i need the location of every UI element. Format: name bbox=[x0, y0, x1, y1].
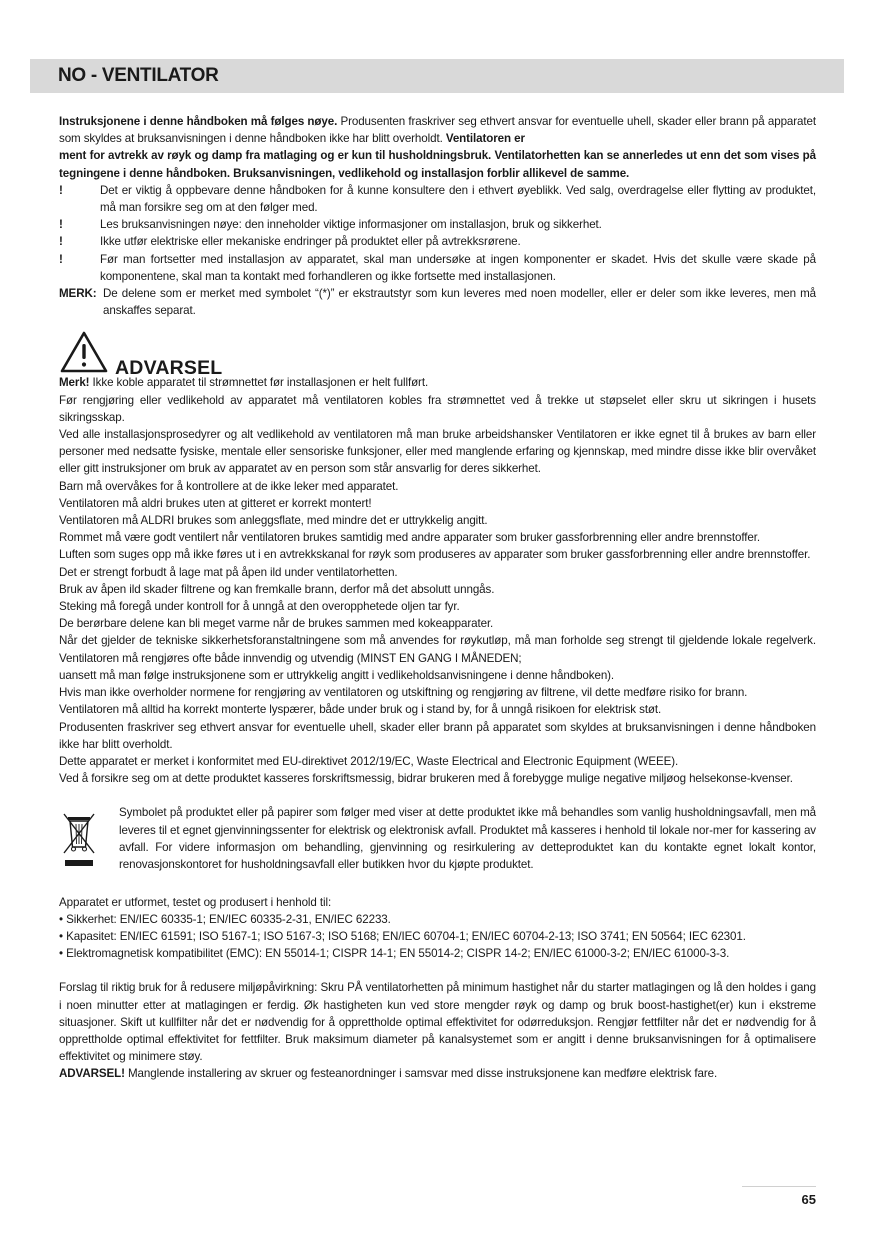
warning-line: Ventilatoren må aldri brukes uten at gitteret er korrekt montert! bbox=[59, 496, 372, 510]
note-text: Ikke utfør elektriske eller mekaniske endringer på produktet eller på avtrekksrørene. bbox=[100, 235, 521, 249]
note-text: Det er viktig å oppbevare denne håndboken for å kunne konsultere den i ethvert øyeblikk. Ved salg, overdragelse eller flytting av produktet, må man forsikre seg om at den følger med. bbox=[100, 183, 816, 215]
note-text: Før man fortsetter med installasjon av apparatet, skal man undersøke at ingen komponenter er skadet. Hvis det skulle være skade på komponentene, skal man ta kontakt med forhandleren og ikke fortsette med installasjonen. bbox=[100, 252, 816, 283]
compliance-item: • Elektromagnetisk kompatibilitet (EMC): EN 55014-1; CISPR 14-1; EN 55014-2; CISPR 14-2; EN/IEC 61000-3-2; EN/IEC 61000-3-3. bbox=[59, 947, 730, 961]
warning-line: Ved alle installasjonsprosedyrer og alt vedlikehold av ventilatoren må man bruke arbeidshansker Ventilatoren er ikke egnet til å brukes av barn eller personer med nedsatte fysiske, mentale eller sensoriske funksjoner, eller med manglende erfaring og kjennskap, med mindre disse ikke blir overvåket eller gitt instruksjoner om bruk av apparatet av en person som står ansvarlig for deres sikkerhet. bbox=[59, 428, 816, 476]
footer-divider bbox=[742, 1186, 816, 1187]
warning-merk: Merk! Ikke koble apparatet til strømnettet før installasjonen er helt fullført. bbox=[59, 376, 429, 390]
warning-title: ADVARSEL bbox=[115, 357, 223, 380]
warning-merk-label: Merk! bbox=[59, 376, 90, 390]
intro-paragraph bbox=[59, 113, 816, 147]
usage-paragraph: Forslag til riktig bruk for å redusere miljøpåvirkning: Skru PÅ ventilatorhetten på minimum hastighet når du starter matlagingen og lå den holdes i gang i noen minutter etter at matlagingen er ferdig. Øk hastigheten kun ved store mengder røyk og damp og bruk boost-hastighet(er) kun i ekstreme situasjoner. Skift ut kullfilter når det er nødvendig for å opprettholde optimal effektivitet for odørreduksjon. Rengjør fettfilter når det er nødvendig for å opprettholde optimal effektivitet for fettfilter. Bruk maksimum diameter på kanalsystemet som er angitt i denne bruksanvisningen for å optimalisere effektivitet og minimere støy. bbox=[59, 981, 816, 1064]
intro-bold-tail: Ventilatoren er bbox=[445, 132, 525, 146]
note-item bbox=[59, 251, 816, 285]
exclamation-marker: ! bbox=[59, 183, 63, 197]
weee-text: Symbolet på produktet eller på papirer som følger med viser at dette produktet ikke må behandles som vanlig husholdningsavfall, men må leveres til et egnet gjenvinningssenter for elektrisk og elektronisk avfall. Produktet må kasseres i henhold til lokale nor-mer for kassering av avfall. For videre informasjon om behandling, gjenvinning og resirkulering av detteproduktet kan du kontakte egnet lokalt kontor, renovasjonskontoret for husholdningsavfall eller butikken hvor du kjøpte produktet. bbox=[119, 806, 816, 871]
warning-line: Før rengjøring eller vedlikehold av apparatet må ventilatoren kobles fra strømnettet ved å trekke ut støpselet eller skru ut sikringen i husets sikringsskap. bbox=[59, 393, 816, 424]
exclamation-marker: ! bbox=[59, 252, 63, 266]
usage-warning-label: ADVARSEL! bbox=[59, 1067, 125, 1081]
merk-note bbox=[59, 285, 816, 319]
exclamation-marker: ! bbox=[59, 235, 63, 249]
warning-line: Når det gjelder de tekniske sikkerhetsforanstaltningene som må anvendes for røykutløp, må man forholde seg strengt til gjeldende lokale regelverk. Ventilatoren må rengjøres ofte både innvendig og utvendig (MINST EN GANG I MÅNEDEN; bbox=[59, 634, 816, 665]
warning-line: Ventilatoren må alltid ha korrekt monterte lyspærer, både under bruk og i stand by, for å unngå risikoen for elektrisk støt. bbox=[59, 703, 662, 717]
exclamation-marker: ! bbox=[59, 218, 63, 232]
warning-line: Steking må foregå under kontroll for å unngå at den overopphetede oljen tar fyr. bbox=[59, 600, 460, 614]
warning-line: Luften som suges opp må ikke føres ut i en avtrekkskanal for røyk som produseres av apparater som bruker gassforbrenning eller andre brennstoffer. bbox=[59, 548, 811, 562]
section-title: NO - VENTILATOR bbox=[58, 65, 219, 86]
note-item bbox=[59, 216, 816, 233]
warning-line: Rommet må være godt ventilert når ventilatoren brukes samtidig med andre apparater som bruker gassforbrenning eller andre brennstoffer. bbox=[59, 531, 760, 545]
compliance-item: • Kapasitet: EN/IEC 61591; ISO 5167-1; ISO 5167-3; ISO 5168; EN/IEC 60704-1; EN/IEC 60704-2-13; ISO 3741; EN 50564; IEC 62301. bbox=[59, 929, 746, 943]
warning-line: Produsenten fraskriver seg ethvert ansvar for eventuelle uhell, skader eller brann på apparatet som skyldes at bruksanvisningen i denne håndboken ikke har blitt overholdt. bbox=[59, 720, 816, 751]
page-number: 65 bbox=[801, 1192, 816, 1207]
warning-line: Det er strengt forbudt å lage mat på åpen ild under ventilatorhetten. bbox=[59, 565, 398, 579]
warning-heading bbox=[59, 328, 816, 380]
note-item bbox=[59, 182, 816, 216]
warning-line: Hvis man ikke overholder normene for rengjøring av ventilatoren og utskiftning og rengjøring av filtrene, vil dette medføre risiko for brann. bbox=[59, 686, 748, 700]
usage-warning: ADVARSEL! Manglende installering av skruer og festeanordninger i samsvar med disse instruksjonene kan medføre elektrisk fare. bbox=[59, 1067, 718, 1081]
merk-text: De delene som er merket med symbolet “(*)” er ekstrautstyr som kun leveres med noen modeller, eller er deler som ikke leveres, men må anskaffes separat. bbox=[103, 287, 816, 318]
note-text: Les bruksanvisningen nøye: den inneholder viktige informasjoner om installasjon, bruk og sikkerhet. bbox=[100, 218, 602, 232]
warning-line: uansett må man følge instruksjonene som er uttrykkelig angitt i vedlikeholdsanvisningene i denne håndboken). bbox=[59, 668, 615, 682]
warning-line: Ved å forsikre seg om at dette produktet kasseres forskriftsmessig, bidrar brukeren med å forebygge mulige negative miljøog helsekonse-kvenser. bbox=[59, 772, 793, 786]
document-body bbox=[59, 113, 816, 1083]
warning-line: Ventilatoren må ALDRI brukes som anleggsflate, med mindre det er uttrykkelig angitt. bbox=[59, 514, 488, 528]
intro-bold-lead: Instruksjonene i denne håndboken må følges nøye. bbox=[59, 115, 338, 128]
warning-line: De berørbare delene kan bli meget varme når de brukes sammen med kokeapparater. bbox=[59, 617, 494, 631]
merk-label: MERK: bbox=[59, 287, 97, 301]
note-item bbox=[59, 233, 816, 250]
intro-text: Produsenten fraskriver seg ethvert ansvar for eventuelle uhell, skader eller brann på apparatet som skyldes at bruksanvisningen i denne håndboken ikke har blitt overholdt. bbox=[59, 115, 816, 146]
weee-notice bbox=[59, 804, 816, 876]
warning-triangle-icon bbox=[59, 330, 109, 374]
crossed-bin-icon bbox=[59, 804, 119, 876]
warning-line: Bruk av åpen ild skader filtrene og kan fremkalle brann, derfor må det absolutt unngås. bbox=[59, 582, 495, 596]
compliance-item: • Sikkerhet: EN/IEC 60335-1; EN/IEC 60335-2-31, EN/IEC 62233. bbox=[59, 912, 391, 926]
section-header bbox=[30, 59, 844, 93]
intro-bold-paragraph: ment for avtrekk av røyk og damp fra matlaging og er kun til husholdningsbruk. Ventilatorhetten kan se annerledes ut enn det som vises på tegningene i denne håndboken. Bruksanvisningen, vedlikehold og installasjon forblir allikevel de samme. bbox=[59, 149, 816, 180]
warning-line: Barn må overvåkes for å kontrollere at de ikke leker med apparatet. bbox=[59, 479, 399, 493]
compliance-intro: Apparatet er utformet, testet og produsert i henhold til: bbox=[59, 895, 332, 909]
warning-line: Dette apparatet er merket i konformitet med EU-direktivet 2012/19/EC, Waste Electrical and Electronic Equipment (WEEE). bbox=[59, 754, 679, 768]
